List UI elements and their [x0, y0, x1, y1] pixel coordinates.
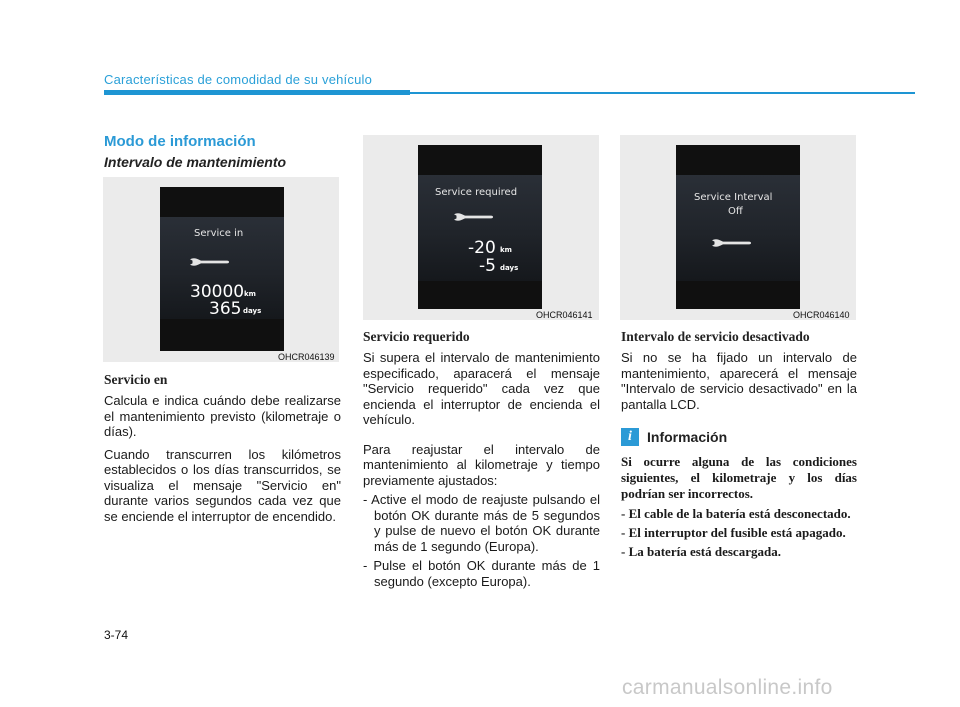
paragraph: Para reajustar el intervalo de mantenimiento al kilometraje y tiempo previamente ajustados:	[363, 441, 600, 488]
figure-code: OHCR046140	[793, 310, 850, 320]
wrench-icon	[452, 209, 494, 225]
lcd-title: Service in	[194, 228, 244, 239]
wrench-icon	[188, 254, 230, 270]
lcd-line-1: Service Interval	[694, 192, 773, 203]
paragraph: Si no se ha fijado un intervalo de mantenimiento, aparecerá el mensaje "Intervalo de servicio desactivado" en la pantalla LCD.	[621, 350, 857, 412]
column-2	[363, 329, 600, 589]
lcd-line-2: Off	[728, 206, 743, 217]
figure-service-required	[363, 135, 599, 320]
days-unit: days	[500, 264, 519, 272]
distance-value: -20	[468, 238, 496, 258]
figure-code: OHCR046139	[278, 352, 335, 362]
cluster-screen	[418, 145, 542, 309]
paragraph: Si supera el intervalo de mantenimiento especificado, aparacerá el mensaje "Servicio requerido" cada vez que encienda el interruptor de encienda el vehículo.	[363, 350, 600, 427]
heading-service-required: Servicio requerido	[363, 329, 470, 344]
figure-service-off	[620, 135, 856, 320]
figure-service-in	[103, 177, 339, 362]
heading-service-in: Servicio en	[104, 372, 168, 387]
watermark: carmanualsonline.info	[622, 676, 833, 699]
paragraph: Calcula e indica cuándo debe realizarse el mantenimiento previsto (kilometraje o días).	[104, 393, 341, 439]
info-list-item: - La batería está descargada.	[621, 544, 781, 559]
distance-unit: km	[244, 290, 256, 298]
cluster-screen	[160, 187, 284, 351]
lcd-title: Service required	[435, 187, 518, 198]
info-title: Información	[647, 429, 728, 445]
paragraph: Cuando transcurren los kilómetros establecidos o los días transcurridos, se visualiza el mensaje "Servicio en" durante varios segundos cada vez que se enciende el interruptor de encendido.	[104, 446, 341, 524]
header-rule-thick	[104, 90, 410, 95]
days-value: -5	[479, 256, 496, 276]
heading-service-off: Intervalo de servicio desactivado	[621, 329, 810, 344]
wrench-icon	[710, 235, 752, 251]
info-box-header	[621, 428, 857, 448]
info-icon: i	[621, 428, 639, 446]
page-number: 3-74	[104, 628, 129, 642]
header-rule-thin	[410, 92, 915, 94]
figure-code: OHCR046141	[536, 310, 593, 320]
list-item: - Pulse el botón OK durante más de 1 segundo (excepto Europa).	[363, 558, 600, 589]
column-3	[621, 329, 857, 563]
info-list-item: - El interruptor del fusible está apagado.	[621, 525, 846, 540]
info-list-item: - El cable de la batería está desconectado.	[621, 506, 851, 521]
section-title: Modo de información	[104, 133, 256, 150]
lcd-display	[160, 217, 284, 319]
days-unit: days	[243, 307, 262, 315]
chapter-title: Características de comodidad de su vehículo	[104, 72, 373, 87]
list-item: - Active el modo de reajuste pulsando el botón OK durante más de 5 segundos y pulse de nuevo el botón OK durante más de 1 segundo (Europa).	[363, 492, 600, 554]
cluster-screen	[676, 145, 800, 309]
distance-unit: km	[500, 246, 512, 254]
info-intro: Si ocurre alguna de las condiciones siguientes, el kilometraje y los días podrían ser incorrectos.	[621, 454, 857, 501]
days-value: 365	[209, 299, 242, 319]
lcd-display	[676, 175, 800, 281]
column-1	[104, 372, 341, 524]
section-subtitle: Intervalo de mantenimiento	[104, 154, 287, 170]
lcd-display	[418, 175, 542, 281]
distance-value: 30000	[190, 282, 245, 302]
